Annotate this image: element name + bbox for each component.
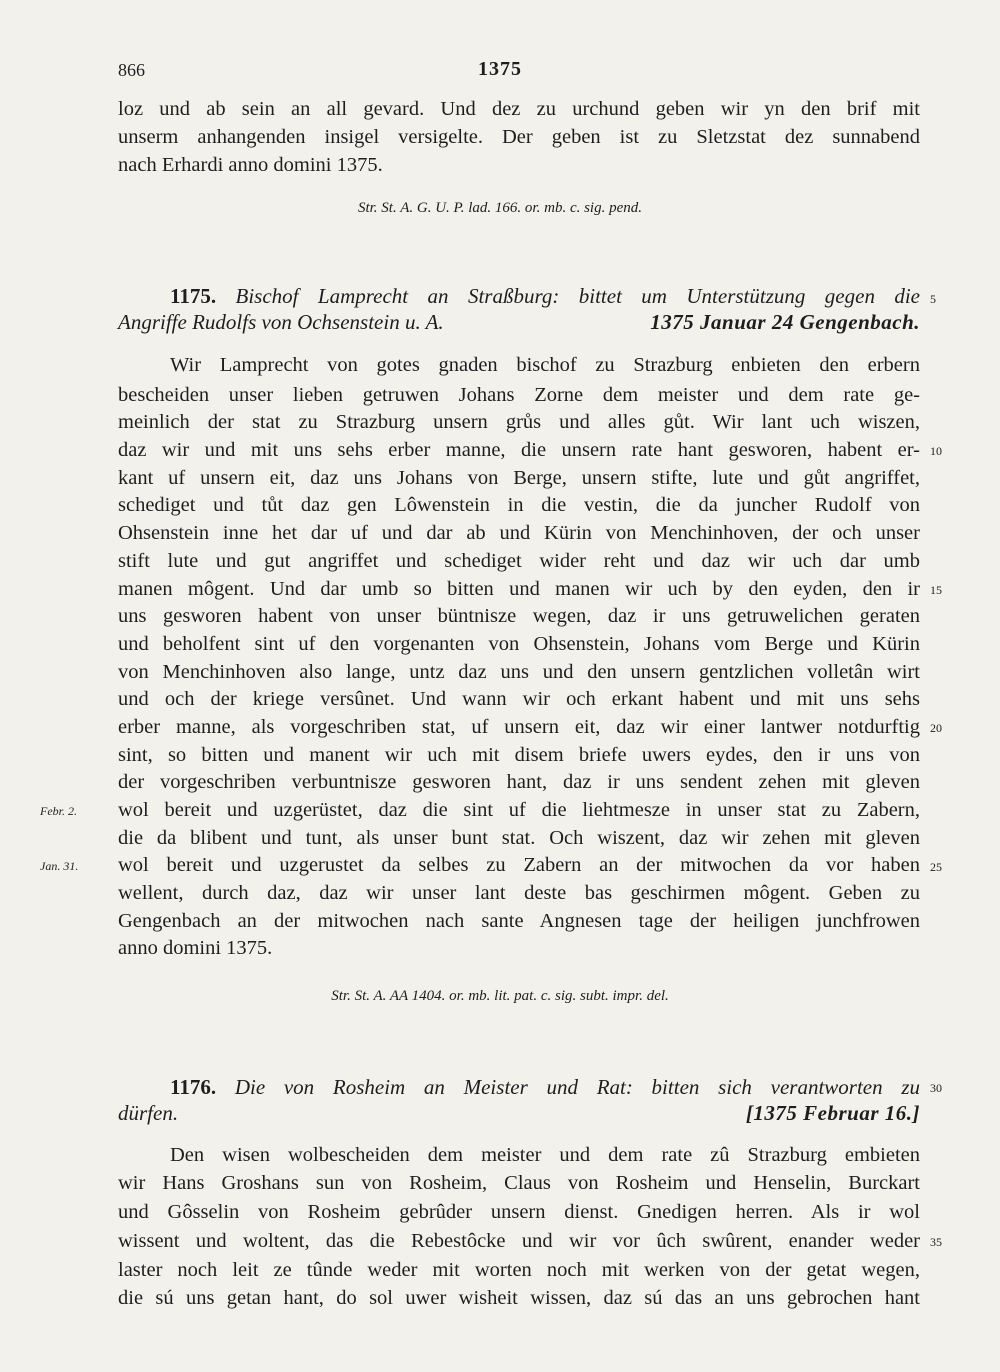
text-line: die da blibent und tunt, als unser bunt stat. Och wiszent, daz wir zehen mit gleven [118, 827, 920, 849]
text-line: wol bereit und uzgerüstet, daz die sint uf die liehtmesze in unser stat zu Zabern, [118, 799, 920, 821]
page-year: 1375 [478, 58, 522, 80]
line-number: 10 [930, 444, 942, 458]
entry-title-cont: Angriffe Rudolfs von Ochsenstein u. A. [118, 310, 444, 334]
text-line: daz wir und mit uns sehs erber manne, die unsern rate hant gesworen, habent er- [118, 439, 920, 461]
text-line: und beholfent sint uf den vorgenanten von Ohsenstein, Johans vom Berge und Kürin [118, 633, 920, 655]
text-line: manen môgent. Und dar umb so bitten und manen wir uch by den eyden, den ir [118, 578, 920, 600]
page-number: 866 [118, 60, 145, 80]
text-line: stift lute und gut angriffet und schediget wider reht und daz wir uch dar umb [118, 550, 920, 572]
source-note: Str. St. A. AA 1404. or. mb. lit. pat. c. sig. subt. impr. del. [331, 988, 669, 1004]
text-line: nach Erhardi anno domini 1375. [118, 154, 383, 176]
text-line: wol bereit und uzgerustet da selbes zu Zabern an der mitwochen da vor haben [118, 854, 920, 876]
entry-heading-cont [118, 309, 920, 335]
text-line: Den wisen wolbescheiden dem meister und dem rate zû Strazburg embieten [170, 1144, 920, 1166]
line-number: 15 [930, 583, 942, 597]
text-line: wellent, durch daz, daz wir unser lant deste bas geschirmen môgent. Geben zu [118, 882, 920, 904]
line-number: 5 [930, 292, 936, 306]
text-line: Wir Lamprecht von gotes gnaden bischof zu Strazburg enbieten den erbern [170, 354, 920, 376]
margin-note: Jan. 31. [40, 859, 79, 873]
entry-heading-cont [118, 1100, 920, 1126]
text-line: schediget und tůt daz gen Lôwenstein in die vestin, die da juncher Rudolf von [118, 494, 920, 516]
text-line: meinlich der stat zu Strazburg unsern grůs und alles gůt. Wir lant uch wiszen, [118, 411, 920, 433]
source-note: Str. St. A. G. U. P. lad. 166. or. mb. c. sig. pend. [357, 200, 643, 216]
entry-date: [1375 Februar 16.] [745, 1101, 920, 1125]
entry-date: 1375 Januar 24 Gengenbach. [650, 310, 920, 334]
text-line: laster noch leit ze tûnde weder mit worten noch mit werken von der getat wegen, [118, 1259, 920, 1281]
text-line: sint, so bitten und manent wir uch mit disem briefe uwers eydes, den ir uns von [118, 744, 920, 766]
entry-title: Bischof Lamprecht an Straßburg: bittet um Unterstützung gegen die [235, 284, 921, 308]
line-number: 30 [930, 1081, 942, 1095]
text-line: anno domini 1375. [118, 937, 273, 959]
text-line: uns gesworen habent von unser büntnisze wegen, daz ir uns getruwelichen geraten [118, 605, 920, 627]
text-line: Gengenbach an der mitwochen nach sante Angnesen tage der heiligen junchfrowen [118, 910, 920, 932]
text-line: bescheiden unser lieben getruwen Johans Zorne dem meister und dem rate ge- [118, 384, 920, 406]
line-number: 20 [930, 721, 942, 735]
text-line: Ohsenstein inne het dar uf und dar ab und Kürin von Menchinhoven, der och unser [118, 522, 920, 544]
entry-heading [170, 283, 920, 309]
line-number: 25 [930, 860, 942, 874]
line-number: 35 [930, 1235, 942, 1249]
entry-number: 1176. [170, 1075, 217, 1099]
entry-title: Die von Rosheim an Meister und Rat: bitten sich verantworten zu [234, 1075, 921, 1099]
margin-note: Febr. 2. [40, 804, 77, 818]
text-line: erber manne, als vorgeschriben stat, uf unsern eit, daz wir einer lantwer notdurftig [118, 716, 920, 738]
text-line: und och der kriege versûnet. Und wann wir och erkant habent und mit uns sehs [118, 688, 920, 710]
text-line: von Menchinhoven also lange, untz daz uns und den unsern gentzlichen volletân wirt [118, 661, 920, 683]
entry-title-cont: dürfen. [118, 1101, 179, 1125]
text-line: loz und ab sein an all gevard. Und dez zu urchund geben wir yn den brif mit [118, 98, 920, 120]
text-line: unserm anhangenden insigel versigelte. Der geben ist zu Sletzstat dez sunnabend [118, 126, 920, 148]
text-line: wir Hans Groshans sun von Rosheim, Claus von Rosheim und Henselin, Burckart [118, 1172, 920, 1194]
text-line: der vorgeschriben verbuntnisze gesworen hant, daz ir uns sendent zehen mit gleven [118, 771, 920, 793]
text-line: wissent und woltent, das die Rebestôcke und wir vor ûch swûrent, enander weder [118, 1230, 920, 1252]
text-line: kant uf unsern eit, daz uns Johans von Berge, unsern stifte, lute und gůt angriffet, [118, 467, 920, 489]
text-line: die sú uns getan hant, do sol uwer wisheit wissen, daz sú das an uns gebrochen hant [118, 1287, 920, 1309]
text-line: und Gôsselin von Rosheim gebrûder unsern dienst. Gnedigen herren. Als ir wol [118, 1201, 920, 1223]
entry-heading [170, 1074, 920, 1100]
entry-number: 1175. [170, 284, 217, 308]
